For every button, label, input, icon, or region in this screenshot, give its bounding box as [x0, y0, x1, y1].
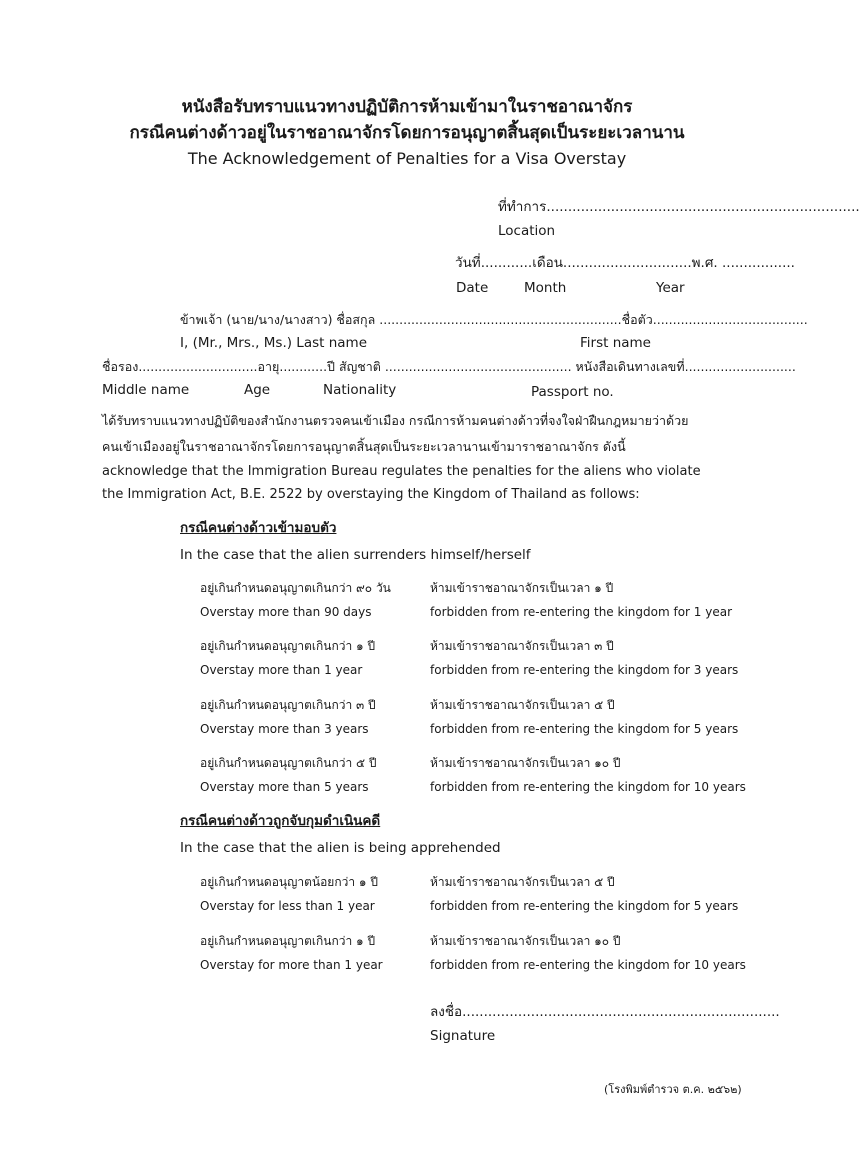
- penalty-thai: ห้ามเข้าราชอาณาจักรเป็นเวลา ๓ ปี: [430, 639, 614, 653]
- penalty-thai: ห้ามเข้าราชอาณาจักรเป็นเวลา ๑๐ ปี: [430, 756, 621, 770]
- last-name-label-en: I, (Mr., Mrs., Ms.) Last name: [180, 335, 367, 351]
- first-name-label-en: First name: [580, 335, 651, 351]
- title-thai-line-1: หนังสือรับทราบแนวทางปฏิบัติการห้ามเข้ามาในราชอาณาจักร: [181, 97, 633, 117]
- signature-field-thai: ลงชื่อ..........................................................................: [430, 1004, 780, 1020]
- body-english-line-1: acknowledge that the Immigration Bureau regulates the penalties for the aliens who violate: [102, 464, 701, 479]
- section2-heading-english: In the case that the alien is being apprehended: [180, 840, 501, 856]
- condition-thai: อยู่เกินกำหนดอนุญาตเกินกว่า ๙๐ วัน: [200, 581, 391, 595]
- penalty-thai: ห้ามเข้าราชอาณาจักรเป็นเวลา ๑ ปี: [430, 581, 614, 595]
- condition-english: Overstay for more than 1 year: [200, 958, 383, 972]
- date-label-en: Date: [456, 280, 489, 296]
- penalty-thai: ห้ามเข้าราชอาณาจักรเป็นเวลา ๑๐ ปี: [430, 934, 621, 948]
- penalty-english: forbidden from re-entering the kingdom for 1 year: [430, 605, 733, 619]
- age-label-en: Age: [244, 382, 271, 398]
- condition-english: Overstay more than 90 days: [200, 605, 372, 619]
- condition-thai: อยู่เกินกำหนดอนุญาตเกินกว่า ๕ ปี: [200, 756, 377, 770]
- nationality-label-en: Nationality: [323, 382, 397, 398]
- condition-thai: อยู่เกินกำหนดอนุญาตเกินกว่า ๑ ปี: [200, 639, 376, 653]
- section2-heading-thai: กรณีคนต่างด้าวถูกจับกุมดำเนินคดี: [180, 813, 381, 829]
- condition-thai: อยู่เกินกำหนดอนุญาตเกินกว่า ๓ ปี: [200, 698, 376, 712]
- condition-english: Overstay more than 1 year: [200, 663, 363, 677]
- signature-label-en: Signature: [430, 1028, 496, 1044]
- location-label-en: Location: [498, 223, 556, 239]
- section1-heading-english: In the case that the alien surrenders himself/herself: [180, 547, 531, 563]
- condition-english: Overstay more than 5 years: [200, 780, 369, 794]
- name-field-thai: ข้าพเจ้า (นาย/นาง/นางสาว) ชื่อสกุล .............................................................ชื่อตัว.......................................: [180, 312, 808, 327]
- passport-label-en: Passport no.: [531, 384, 614, 400]
- location-field-thai: ที่ทำการ.........................................................................: [498, 199, 860, 215]
- middle-name-label-en: Middle name: [102, 382, 190, 398]
- condition-thai: อยู่เกินกำหนดอนุญาตน้อยกว่า ๑ ปี: [200, 875, 378, 889]
- printer-note: (โรงพิมพ์ตำรวจ ต.ค. ๒๕๖๒): [604, 1083, 742, 1096]
- penalty-english: forbidden from re-entering the kingdom for 5 years: [430, 899, 739, 913]
- condition-english: Overstay for less than 1 year: [200, 899, 375, 913]
- year-label-en: Year: [656, 280, 685, 296]
- title-english: The Acknowledgement of Penalties for a Visa Overstay: [187, 149, 627, 168]
- details-field-thai: ชื่อรอง..............................อายุ............ปี สัญชาติ ............................................... หนังสือเดินทางเลขที่............................: [102, 359, 796, 374]
- penalty-english: forbidden from re-entering the kingdom for 3 years: [430, 663, 739, 677]
- penalty-english: forbidden from re-entering the kingdom for 5 years: [430, 722, 739, 736]
- penalty-thai: ห้ามเข้าราชอาณาจักรเป็นเวลา ๕ ปี: [430, 875, 615, 889]
- penalty-english: forbidden from re-entering the kingdom for 10 years: [430, 780, 746, 794]
- penalty-english: forbidden from re-entering the kingdom for 10 years: [430, 958, 746, 972]
- section1-heading-thai: กรณีคนต่างด้าวเข้ามอบตัว: [180, 520, 337, 536]
- date-field-thai: วันที่............เดือน..............................พ.ศ. .................: [455, 255, 795, 271]
- title-thai-line-2: กรณีคนต่างด้าวอยู่ในราชอาณาจักรโดยการอนุญาตสิ้นสุดเป็นระยะเวลานาน: [129, 123, 685, 143]
- penalty-thai: ห้ามเข้าราชอาณาจักรเป็นเวลา ๕ ปี: [430, 698, 615, 712]
- body-thai-line-1: ได้รับทราบแนวทางปฏิบัติของสำนักงานตรวจคนเข้าเมือง กรณีการห้ามคนต่างด้าวที่จงใจฝ่าฝืนกฎหมายว่าด้วย: [102, 413, 689, 428]
- body-thai-line-2: คนเข้าเมืองอยู่ในราชอาณาจักรโดยการอนุญาตสิ้นสุดเป็นระยะเวลานานเข้ามาราชอาณาจักร ดังนี้: [102, 439, 626, 454]
- condition-thai: อยู่เกินกำหนดอนุญาตเกินกว่า ๑ ปี: [200, 934, 376, 948]
- body-english-line-2: the Immigration Act, B.E. 2522 by overstaying the Kingdom of Thailand as follows:: [102, 487, 640, 502]
- month-label-en: Month: [524, 280, 567, 296]
- condition-english: Overstay more than 3 years: [200, 722, 369, 736]
